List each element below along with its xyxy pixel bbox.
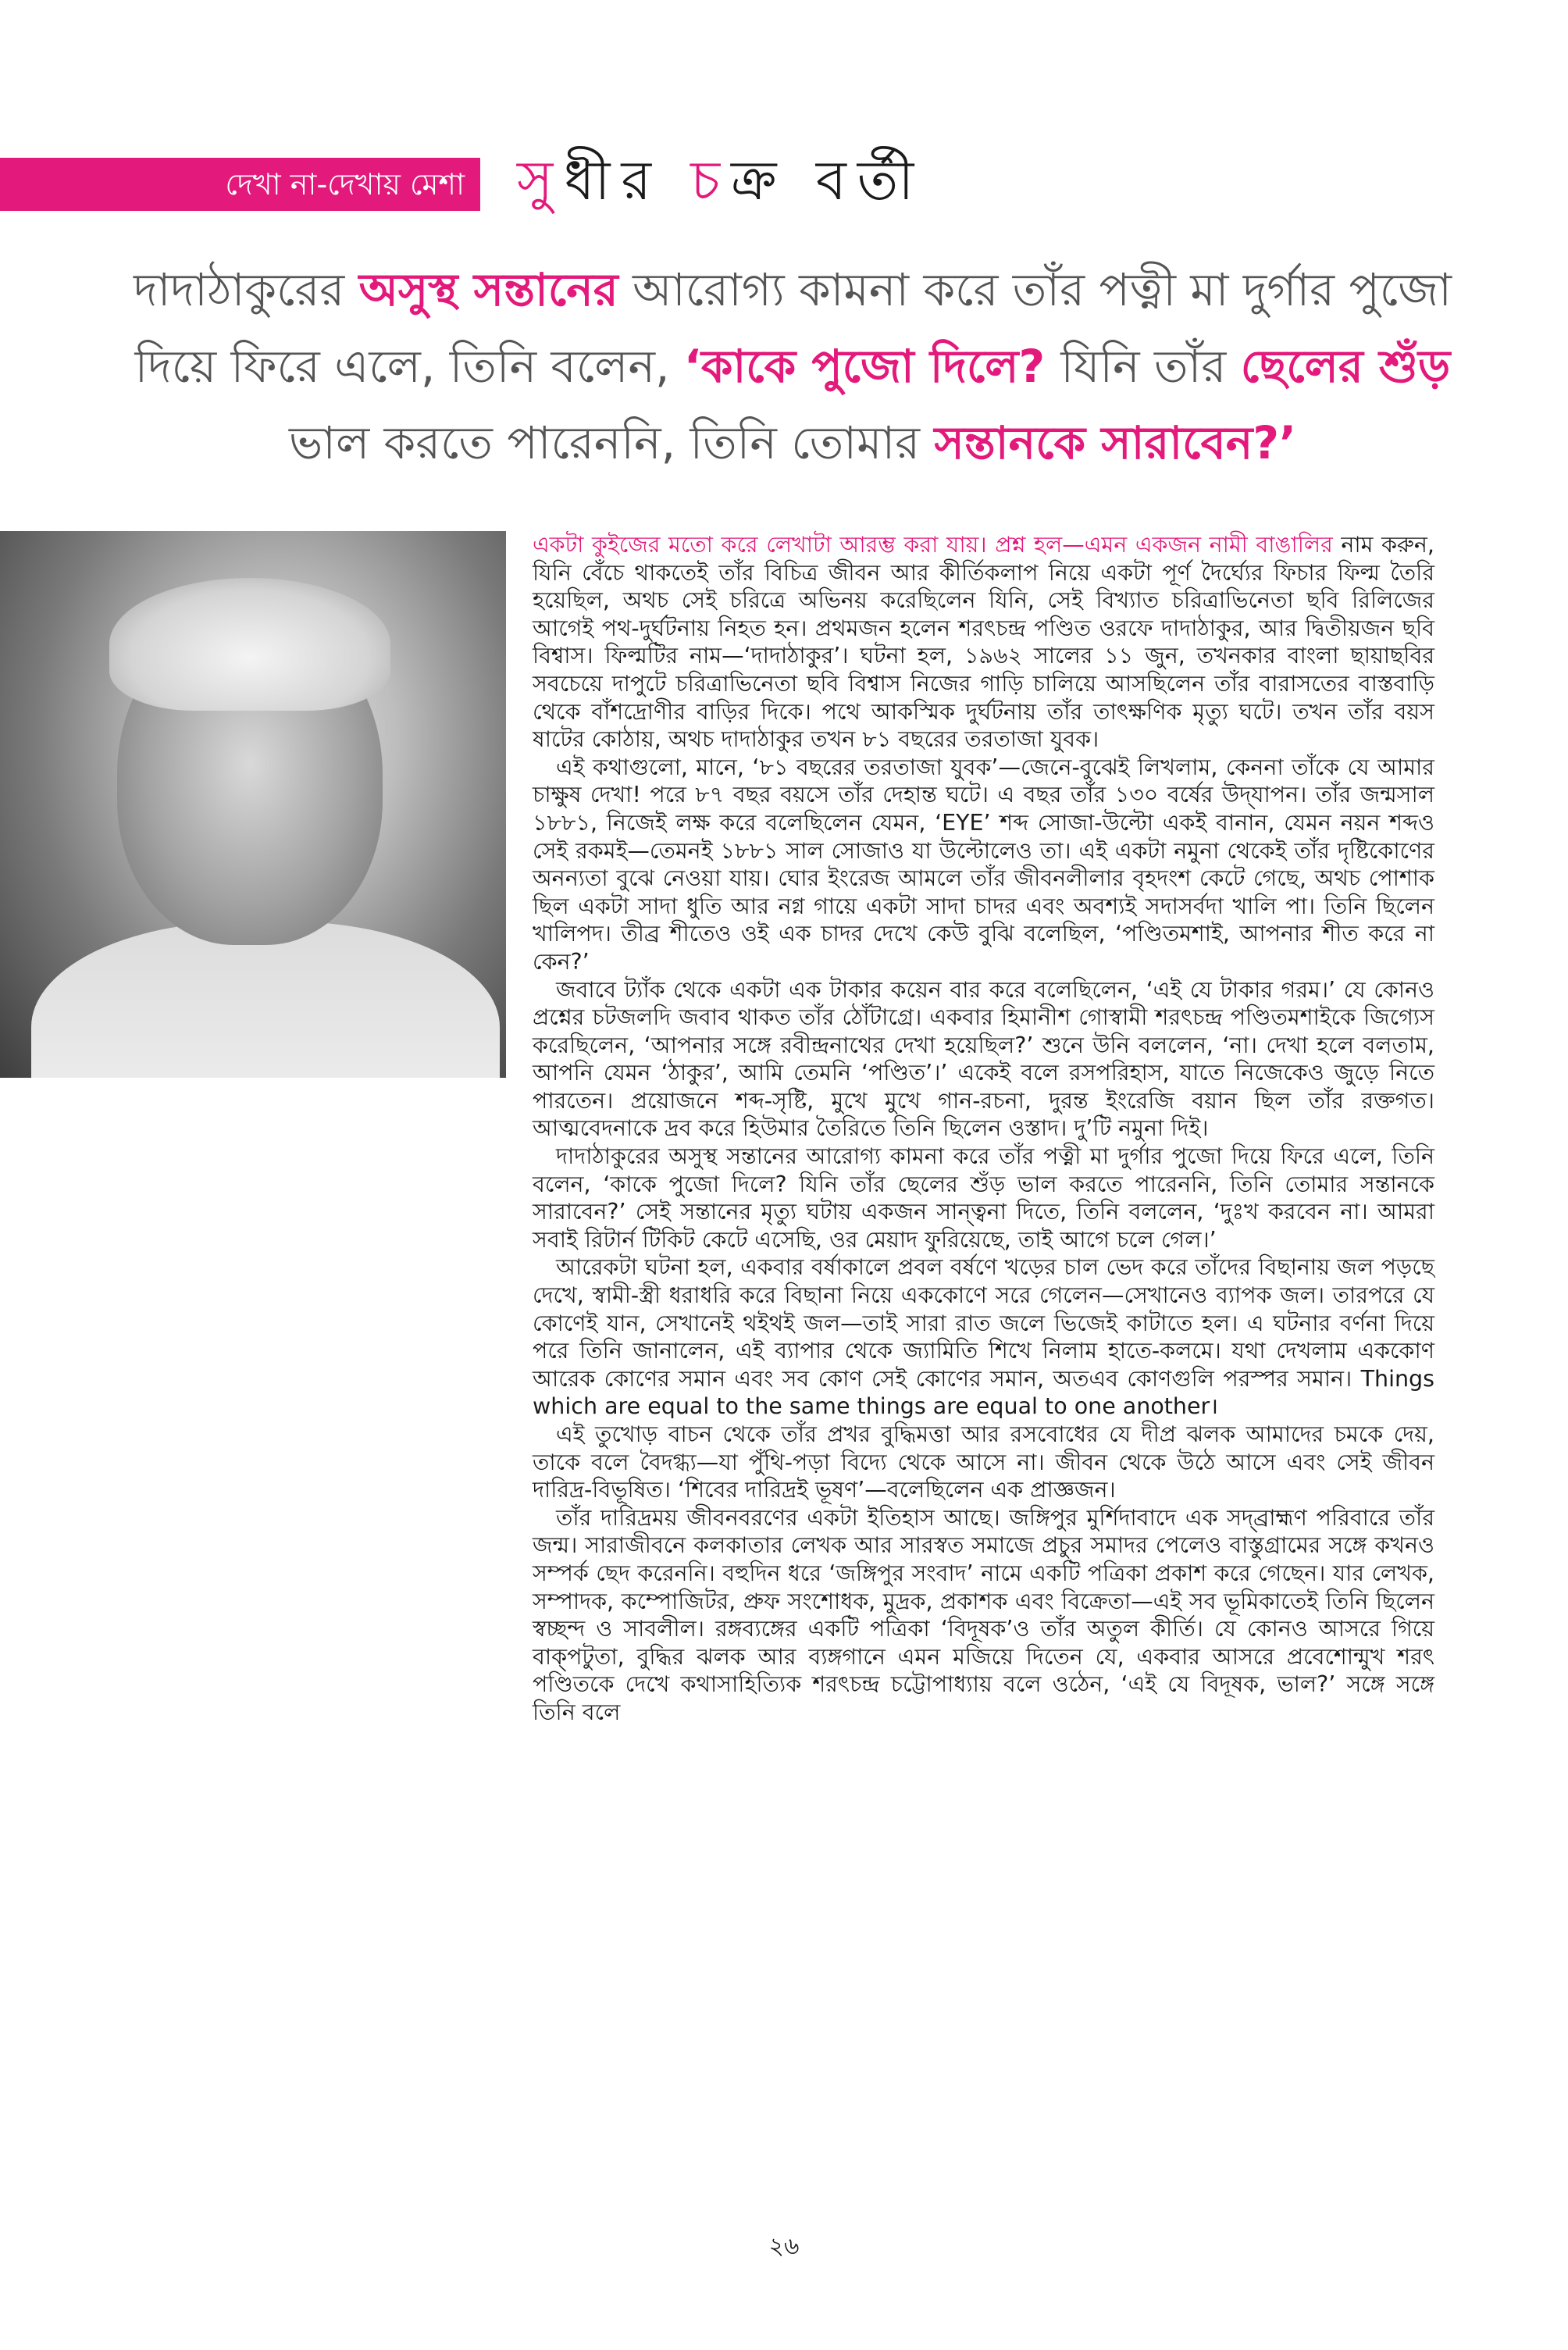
pull-quote-segment: ভাল করতে পারেননি, তিনি তোমার: [288, 416, 935, 469]
article-text: নাম করুন, যিনি বেঁচে থাকতেই তাঁর বিচিত্র জীবন আর কীর্তিকলাপ নিয়ে একটা পূর্ণ দৈর্ঘ্যের ফিচার ফিল্ম তৈরি হয়েছিল, অথচ সেই চরিত্রে অভিনয় করেছিলেন যিনি, সেই বিখ্যাত চরিত্রাভিনেতা ছবি রিলিজের আগেই পথ-দুর্ঘটনায় নিহত হন। প্রথমজন হলেন শরৎচন্দ্র পণ্ডিত ওরফে দাদাঠাকুর, আর দ্বিতীয়জন ছবি বিশ্বাস। ফিল্মটির নাম—‘দাদাঠাকুর’। ঘটনা হল, ১৯৬২ সালের ১১ জুন, তখনকার বাংলা ছায়াছবির সবচেয়ে দাপুটে চরিত্রাভিনেতা ছবি বিশ্বাস নিজের গাড়ি চালিয়ে আসছিলেন তাঁর বারাসতের বাস্তবাড়ি থেকে বাঁশদ্রোণীর বাড়ির দিকে। পথে আকস্মিক দুর্ঘটনায় তাঁর তাৎক্ষণিক মৃত্যু ঘটে। তখন তাঁর বয়স ষাটের কোঠায়, অথচ দাদাঠাকুর তখন ৮১ বছরের তরতাজা যুবক।: [533, 532, 1434, 753]
portrait-body: [31, 922, 500, 1078]
author-name: [517, 145, 925, 216]
article-lead: একটা কুইজের মতো করে লেখাটা আরম্ভ করা যায়। প্রশ্ন হল—এমন একজন নামী বাঙালির: [533, 532, 1333, 558]
pull-quote-segment: যিনি তাঁর: [1060, 340, 1241, 393]
article-body: [533, 531, 1434, 1727]
section-tag: দেখা না-দেখায় মেশা: [0, 158, 480, 211]
pull-quote-segment: দাদাঠাকুরের: [134, 263, 359, 316]
article-paragraph: জবাবে ট্যাঁক থেকে একটা এক টাকার কয়েন বার করে বলেছিলেন, ‘এই যে টাকার গরম।’ যে কোনও প্রশ্নের চটজলদি জবাব থাকত তাঁর ঠোঁটাগ্রে। একবার হিমানীশ গোস্বামী শরৎচন্দ্র পণ্ডিতমশাইকে জিগ্যেস করেছিলেন, ‘আপনার সঙ্গে রবীন্দ্রনাথের দেখা হয়েছিল?’ শুনে উনি বললেন, ‘না। দেখা হলে বলতাম, আপনি যেমন ‘ঠাকুর’, আমি তেমনি ‘পণ্ডিত’।’ একেই বলে রসপরিহাস, যাতে নিজেকেও জুড়ে নিতে পারতেন। প্রয়োজনে শব্দ-সৃষ্টি, মুখে মুখে গান-রচনা, দুরন্ত ইংরেজি বয়ান ছিল তাঁর রক্তগত। আত্মবেদনাকে দ্রব করে হিউমার তৈরিতে তিনি ছিলেন ওস্তাদ। দু’টি নমুনা দিই।: [533, 976, 1434, 1142]
author-name-part: সু: [517, 148, 565, 212]
page-number: ২৬: [768, 2233, 800, 2260]
pull-quote-highlight: ছেলের শুঁড়: [1240, 340, 1451, 393]
author-name-part: চ: [690, 148, 732, 212]
article-paragraph: তাঁর দারিদ্রময় জীবনবরণের একটা ইতিহাস আছে। জঙ্গিপুর মুর্শিদাবাদে এক সদ্‌ব্রাহ্মণ পরিবারে তাঁর জন্ম। সারাজীবনে কলকাতার লেখক আর সারস্বত সমাজে প্রচুর সমাদর পেলেও বাস্তুগ্রামের সঙ্গে কখনও সম্পর্ক ছেদ করেননি। বহুদিন ধরে ‘জঙ্গিপুর সংবাদ’ নামে একটি পত্রিকা প্রকাশ করে গেছেন। যার লেখক, সম্পাদক, কম্পোজিটর, প্রুফ সংশোধক, মুদ্রক, প্রকাশক এবং বিক্রেতা—এই সব ভূমিকাতেই তিনি ছিলেন স্বচ্ছন্দ ও সাবলীল। রঙ্গব্যঙ্গের একটি পত্রিকা ‘বিদূষক’ও তাঁর অতুল কীর্তি। যে কোনও আসরে গিয়ে বাক্‌পটুতা, বুদ্ধির ঝলক আর ব্যঙ্গগানে এমন মজিয়ে দিতেন যে, একবার আসরে প্রবেশোন্মুখ শরৎ পণ্ডিতকে দেখে কথাসাহিত্যিক শরৎচন্দ্র চট্টোপাধ্যায় বলে ওঠেন, ‘এই যে বিদূষক, ভাল?’ সঙ্গে সঙ্গে তিনি বলে: [533, 1504, 1434, 1725]
pull-quote-highlight: অসুস্থ সন্তানের: [358, 263, 618, 316]
article-paragraph: [533, 531, 1434, 754]
article-paragraph: দাদাঠাকুরের অসুস্থ সন্তানের আরোগ্য কামনা করে তাঁর পত্নী মা দুর্গার পুজো দিয়ে ফিরে এলে, তিনি বলেন, ‘কাকে পুজো দিলে? যিনি তাঁর ছেলের শুঁড় ভাল করতে পারেননি, তিনি তোমার সন্তানকে সারাবেন?’ সেই সন্তানের মৃত্যু ঘটায় একজন সান্ত্বনা দিতে, তিনি বললেন, ‘দুঃখ করবেন না। আমরা সবাই রিটার্ন টিকিট কেটে এসেছি, ওর মেয়াদ ফুরিয়েছে, তাই আগে চলে গেল।’: [533, 1143, 1434, 1253]
pull-quote: [129, 251, 1456, 481]
pull-quote-highlight: সন্তানকে সারাবেন?’: [934, 416, 1297, 469]
article-paragraph: এই কথাগুলো, মানে, ‘৮১ বছরের তরতাজা যুবক’—জেনে-বুঝেই লিখলাম, কেননা তাঁকে যে আমার চাক্ষুষ দেখা! পরে ৮৭ বছর বয়সে তাঁর দেহান্ত ঘটে। এ বছর তাঁর ১৩০ বর্ষের উদ্‌যাপন। তাঁর জন্মসাল ১৮৮১, নিজেই লক্ষ করে বলেছিলেন যেমন, ‘EYE’ শব্দ সোজা-উল্টো একই বানান, যেমন নয়ন শব্দও সেই রকমই—তেমনই ১৮৮১ সাল সোজাও যা উল্টোলেও তা। এই একটা নমুনা থেকেই তাঁর দৃষ্টিকোণের অনন্যতা বুঝে নেওয়া যায়। ঘোর ইংরেজ আমলে তাঁর জীবনলীলার বৃহদংশ কেটে গেছে, অথচ পোশাক ছিল একটা সাদা ধুতি আর নগ্ন গায়ে একটা সাদা চাদর এবং অবশ্যই সদাসর্বদা খালি পা। তিনি ছিলেন খালিপদ। তীব্র শীতেও ওই এক চাদর দেখে কেউ বুঝি বলেছিল, ‘পণ্ডিতমশাই, আপনার শীত করে না কেন?’: [533, 754, 1434, 975]
author-name-part: ক্র বর্তী: [731, 148, 925, 212]
author-name-part: ধীর: [564, 148, 691, 212]
article-paragraph: আরেকটা ঘটনা হল, একবার বর্ষাকালে প্রবল বর্ষণে খড়ের চাল ভেদ করে তাঁদের বিছানায় জল পড়ছে দেখে, স্বামী-স্ত্রী ধরাধরি করে বিছানা নিয়ে এককোণে সরে গেলেন—সেখানেও ব্যাপক জল। তারপরে যে কোণেই যান, সেখানেই থইথই জল—তাই সারা রাত জলে ভিজেই কাটাতে হল। এ ঘটনার বর্ণনা দিয়ে পরে তিনি জানালেন, এই ব্যাপার থেকে জ্যামিতি শিখে নিলাম হাতে-কলমে। যথা দেখলাম এককোণ আরেক কোণের সমান এবং সব কোণ সেই কোণের সমান, অতএব কোণগুলি পরস্পর সমান। Things which are equal to the same things are equal to one another।: [533, 1254, 1434, 1420]
article-paragraph: এই তুখোড় বাচন থেকে তাঁর প্রখর বুদ্ধিমত্তা আর রসবোধের যে দীপ্র ঝলক আমাদের চমকে দেয়, তাকে বলে বৈদগ্ধ্য—যা পুঁথি-পড়া বিদ্যে থেকে আসে না। জীবন থেকে উঠে আসে এবং সেই জীবন দারিদ্র-বিভূষিত। ‘শিবের দারিদ্রই ভূষণ’—বলেছিলেন এক প্রাজ্ঞজন।: [533, 1421, 1434, 1503]
pull-quote-highlight: ‘কাকে পুজো দিলে?: [683, 340, 1061, 393]
portrait-hair: [109, 578, 390, 711]
pull-quote-segment: আরোগ্য কামনা করে তাঁর পত্নী মা দুর্গার পুজো দিয়ে ফিরে এলে, তিনি বলেন,: [134, 263, 1452, 393]
portrait-photo: [0, 531, 506, 1078]
